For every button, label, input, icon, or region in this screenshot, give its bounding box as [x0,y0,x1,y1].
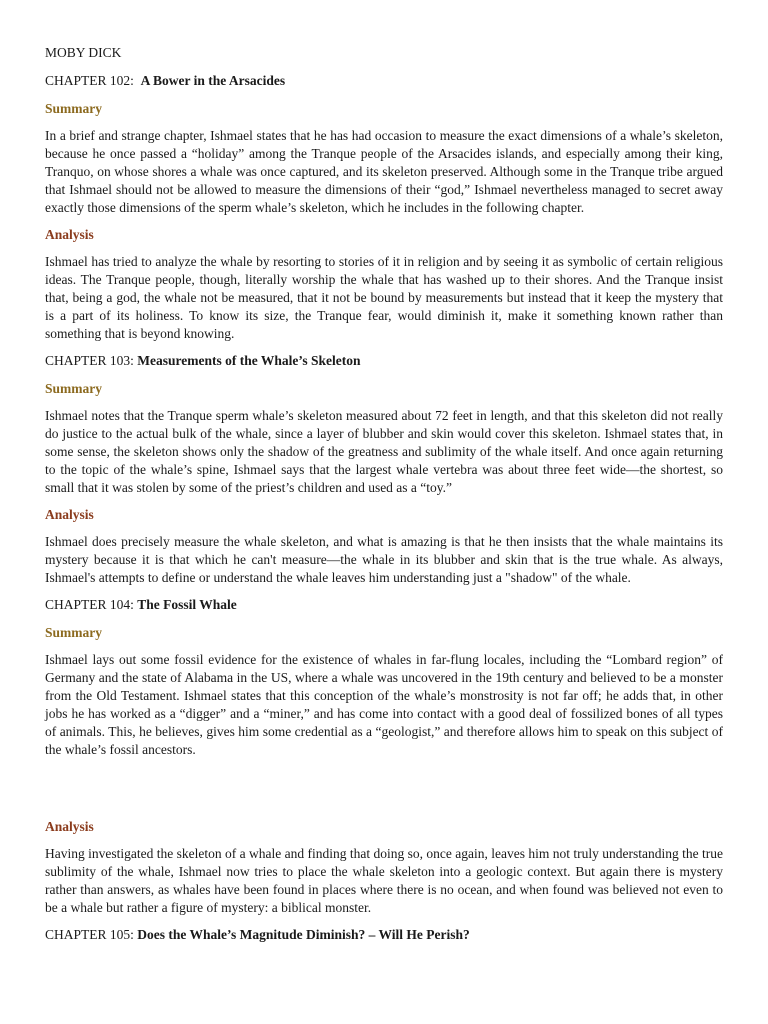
analysis-paragraph: Ishmael has tried to analyze the whale by resorting to stories of it in religion and by seeing it as symbolic of certain religious ideas. The Tranque people, though, literally worship the whale that has washed up to their shores. And the Tranque insist that, being a god, the whale not be measured, that it not be bound by measurements but instead that it keep the mystery that is a part of its holiness. To know its size, the Tranque fear, would diminish it, make it something known rather than something that is beyond knowing. [45,254,723,341]
chapter-label: CHAPTER 102: [45,73,134,88]
chapter-name: A Bower in the Arsacides [140,73,286,88]
chapter-name: Measurements of the Whale’s Skeleton [137,353,361,368]
analysis-heading: Analysis [45,507,94,522]
book-title: MOBY DICK [45,45,122,60]
summary-paragraph: Ishmael lays out some fossil evidence for the existence of whales in far-flung locales, including the “Lombard region” of Germany and the state of Alabama in the US, where a whale was uncovered in the 19th century and believed to be a monster from the Old Testament. Ishmael states that this conception of the whale’s monstrosity is not far off; he adds that, in other jobs he has worked as a “digger” and a “miner,” and has come into contact with a good deal of fossilized bones of all types of animals. This, he believes, gives him some credential as a “geologist,” and therefore allows him to speak on this subject of the whale’s fossil ancestors. [45,652,723,757]
analysis-paragraph: Ishmael does precisely measure the whale skeleton, and what is amazing is that he then insists that the whale maintains its mystery because it is that which he can't measure—the whale in its blubber and skin that is the true whale. As always, Ishmael's attempts to define or understand the whale leaves him understanding just a "shadow" of the whale. [45,534,723,585]
blank-space [45,767,723,817]
analysis-paragraph: Having investigated the skeleton of a whale and finding that doing so, once again, leaves him not truly understanding the true sublimity of the whale, Ishmael now tries to place the whale skeleton into a geologic context. But again there is mystery rather than answers, as whales have been found in places where there is no ocean, and when found was believed not even to be a whale but rather a figure of mystery: a biblical monster. [45,846,723,915]
analysis-heading: Analysis [45,819,94,834]
chapter-heading [45,71,723,91]
chapter-name: The Fossil Whale [137,597,237,612]
chapter-name: Does the Whale’s Magnitude Diminish? – Will He Perish? [137,927,470,942]
summary-heading: Summary [45,381,102,396]
summary-paragraph: In a brief and strange chapter, Ishmael states that he has had occasion to measure the exact dimensions of a whale’s skeleton, because he once passed a “holiday” among the Tranque people of the Arsacides islands, and especially among their king, Tranquo, on whose shores a whale was once captured, and its skeleton preserved. Although some in the Tranque tribe argued that Ishmael should not be allowed to measure the dimensions of their “god,” Ishmael nevertheless managed to secret away exactly those dimensions of the sperm whale’s skeleton, which he includes in the following chapter. [45,128,723,215]
analysis-heading: Analysis [45,227,94,242]
summary-paragraph: Ishmael notes that the Tranque sperm whale’s skeleton measured about 72 feet in length, and that this skeleton did not really do justice to the actual bulk of the whale, since a layer of blubber and skin would cover this skeleton. Ishmael states that, in some sense, the skeleton shows only the shadow of the greatness and sublimity of the whale itself. And once again returning to the topic of the whale’s spine, Ishmael says that the largest whale vertebra was about three feet wide—the shortest, so small that it was stolen by some of the priest’s children and used as a “toy.” [45,408,723,495]
chapter-label: CHAPTER 104: [45,597,134,612]
chapter-label: CHAPTER 103: [45,353,134,368]
document-page [45,43,723,953]
chapter-heading [45,925,723,945]
summary-heading: Summary [45,625,102,640]
chapter-heading [45,351,723,371]
chapter-heading [45,595,723,615]
chapter-label: CHAPTER 105: [45,927,134,942]
summary-heading: Summary [45,101,102,116]
